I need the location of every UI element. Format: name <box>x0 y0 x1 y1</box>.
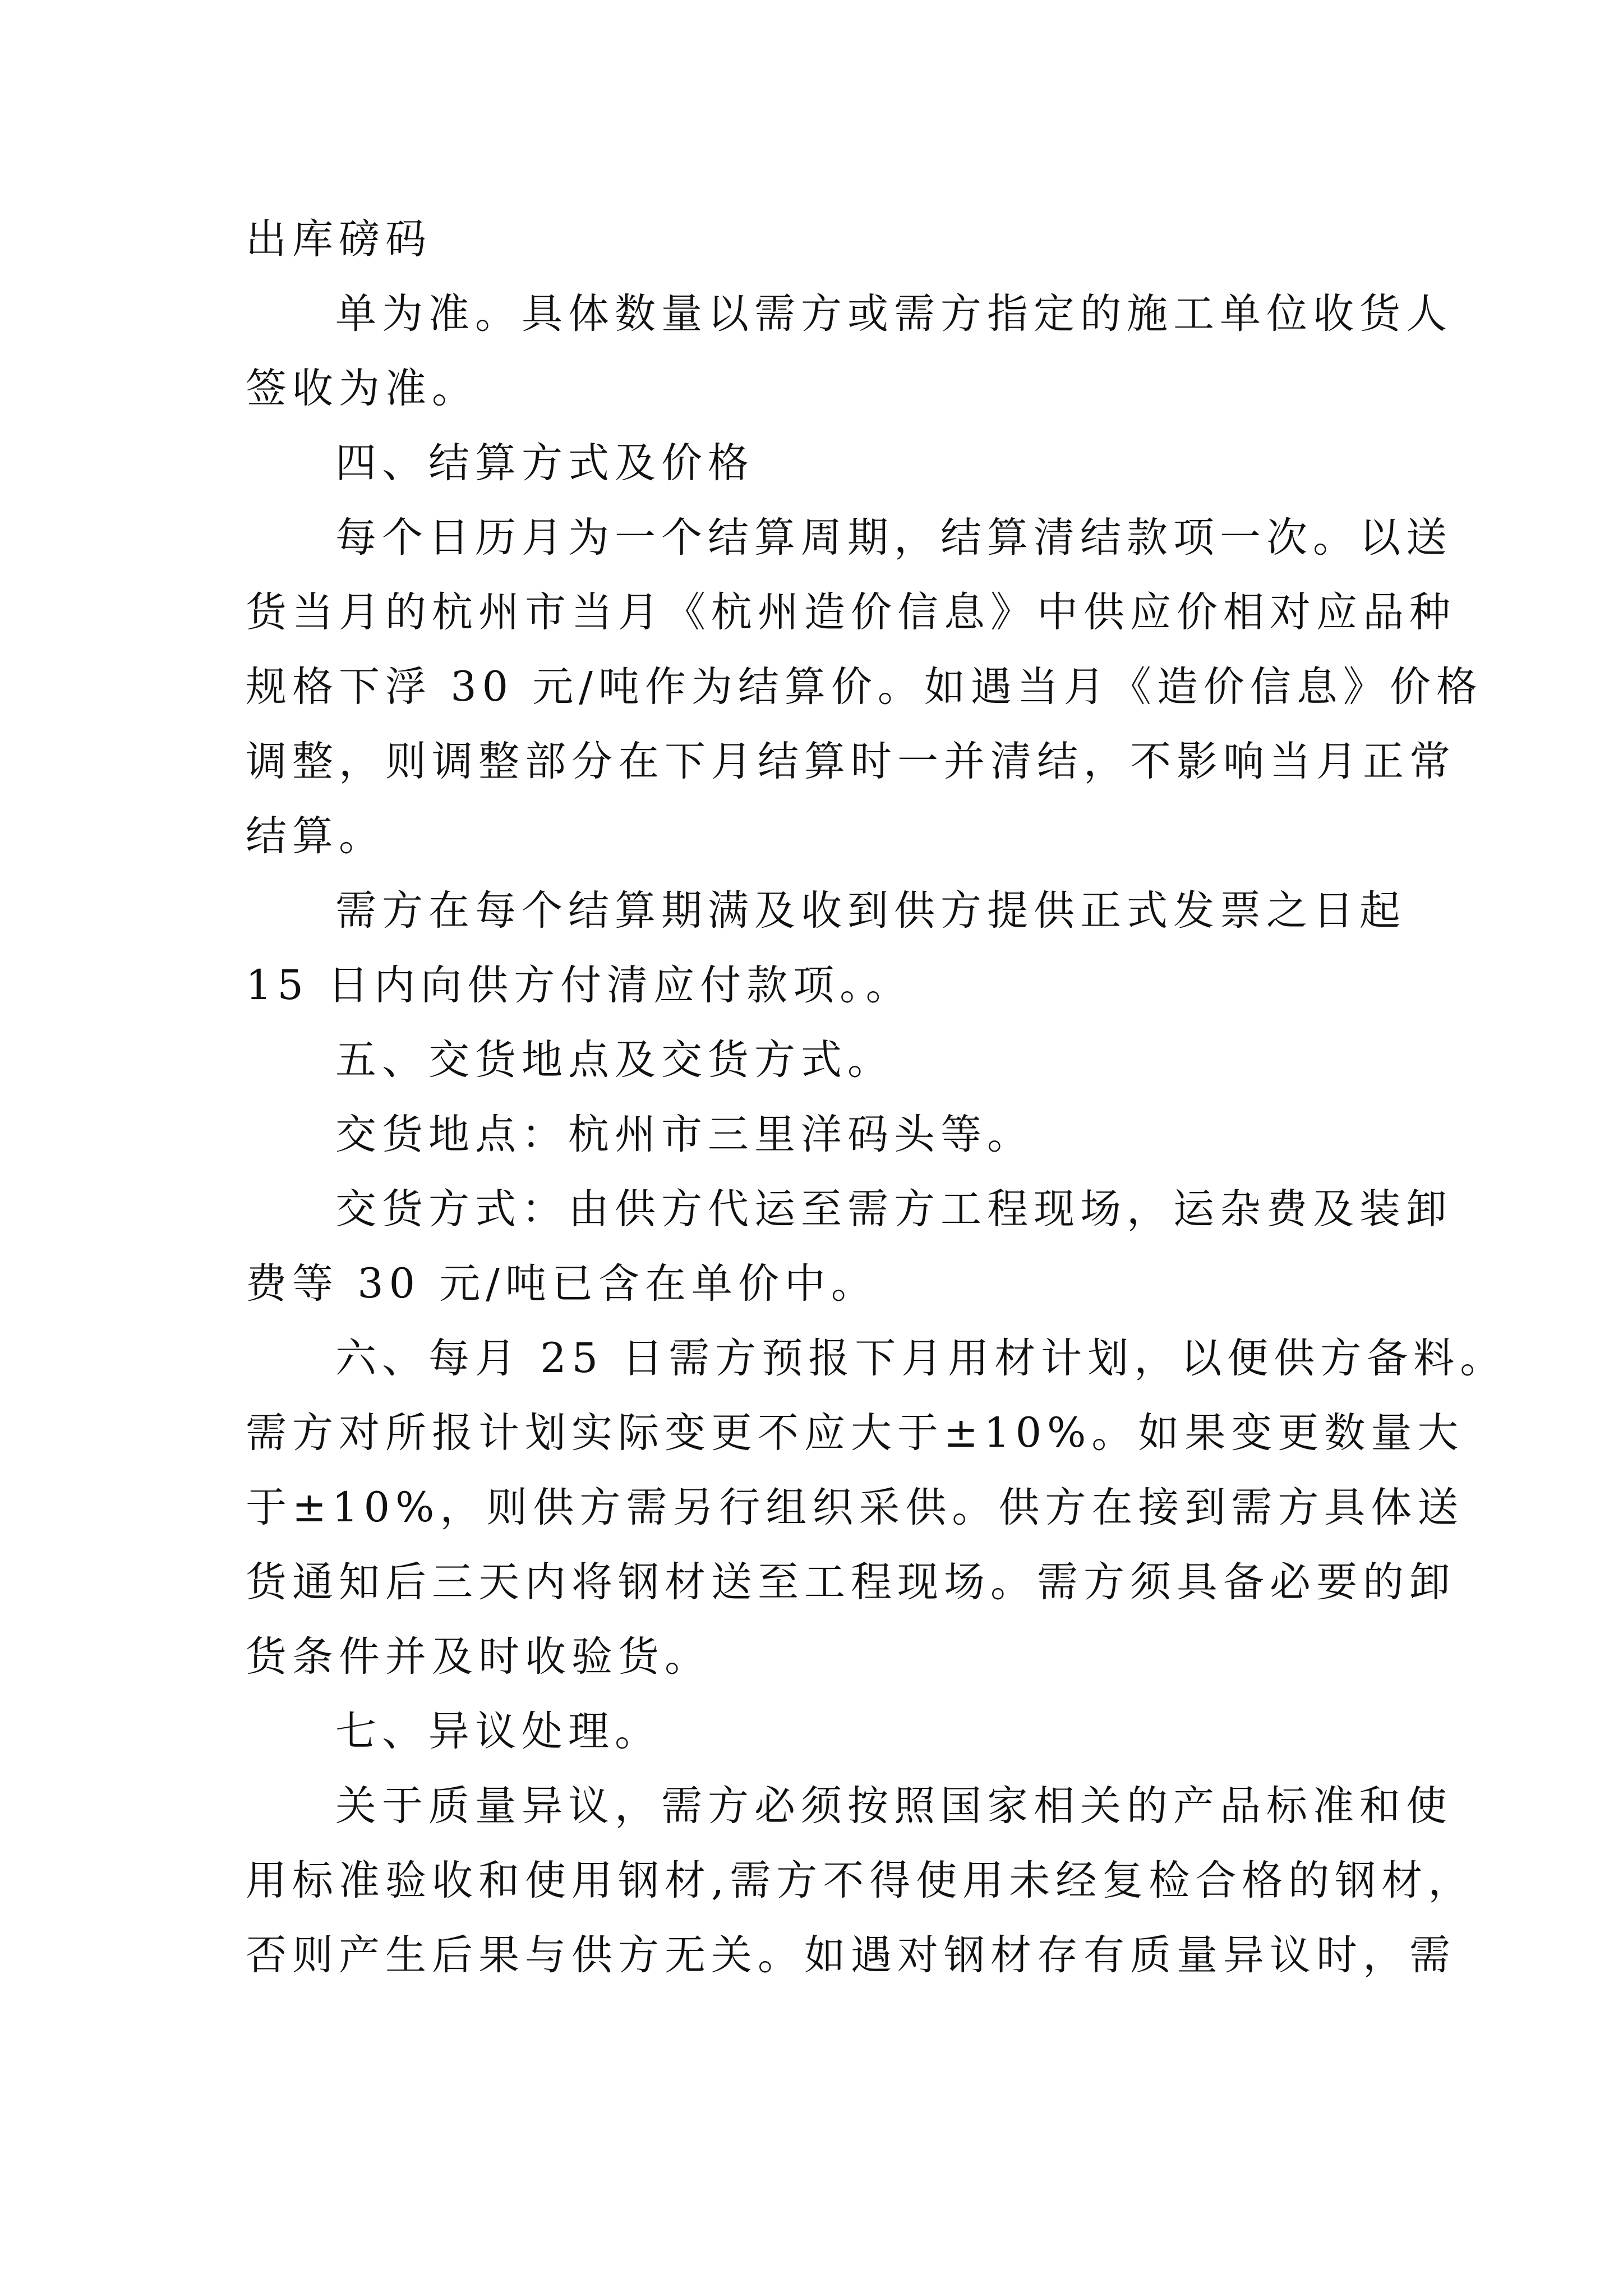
section-heading-objection: 七、异议处理。 <box>335 1708 661 1755</box>
text-line-14: 交货方式：由供方代运至需方工程现场，运杂费及装卸 <box>335 1185 1453 1233</box>
text-line-18: 于±10%，则供方需另行组织采供。供方在接到需方具体送 <box>246 1484 1464 1531</box>
text-line-6: 货当月的杭州市当月《杭州造价信息》中供应价相对应品种 <box>246 588 1456 636</box>
text-line-3: 签收为准。 <box>246 365 478 412</box>
text-line-24: 否则产生后果与供方无关。如遇对钢材存有质量异议时，需 <box>246 1931 1456 1979</box>
text-line-11: 15 日内向供方付清应付款项。。 <box>246 961 912 1009</box>
text-line-23: 用标准验收和使用钢材,需方不得使用未经复检合格的钢材， <box>246 1857 1475 1904</box>
text-line-10: 需方在每个结算期满及收到供方提供正式发票之日起 <box>335 887 1406 935</box>
document-body <box>246 202 1507 1993</box>
section-heading-settlement: 四、结算方式及价格 <box>335 439 754 487</box>
section-heading-monthly-plan: 六、每月 25 日需方预报下月用材计划，以便供方备料。 <box>335 1335 1507 1382</box>
text-line-7: 规格下浮 30 元/吨作为结算价。如遇当月《造价信息》价格 <box>246 663 1483 711</box>
text-line-20: 货条件并及时收验货。 <box>246 1633 711 1681</box>
text-line-1: 出库磅码 <box>246 215 432 263</box>
text-line-19: 货通知后三天内将钢材送至工程现场。需方须具备必要的卸 <box>246 1558 1456 1606</box>
text-line-17: 需方对所报计划实际变更不应大于±10%。如果变更数量大 <box>246 1409 1464 1457</box>
text-line-9: 结算。 <box>246 812 385 860</box>
text-line-2: 单为准。具体数量以需方或需方指定的施工单位收货人 <box>335 290 1453 338</box>
section-heading-delivery: 五、交货地点及交货方式。 <box>335 1036 894 1084</box>
text-line-22: 关于质量异议，需方必须按照国家相关的产品标准和使 <box>335 1782 1453 1830</box>
text-line-13: 交货地点：杭州市三里洋码头等。 <box>335 1111 1034 1158</box>
text-line-5: 每个日历月为一个结算周期，结算清结款项一次。以送 <box>335 514 1453 562</box>
text-line-15: 费等 30 元/吨已含在单价中。 <box>246 1260 878 1308</box>
text-line-8: 调整，则调整部分在下月结算时一并清结，不影响当月正常 <box>246 738 1456 785</box>
